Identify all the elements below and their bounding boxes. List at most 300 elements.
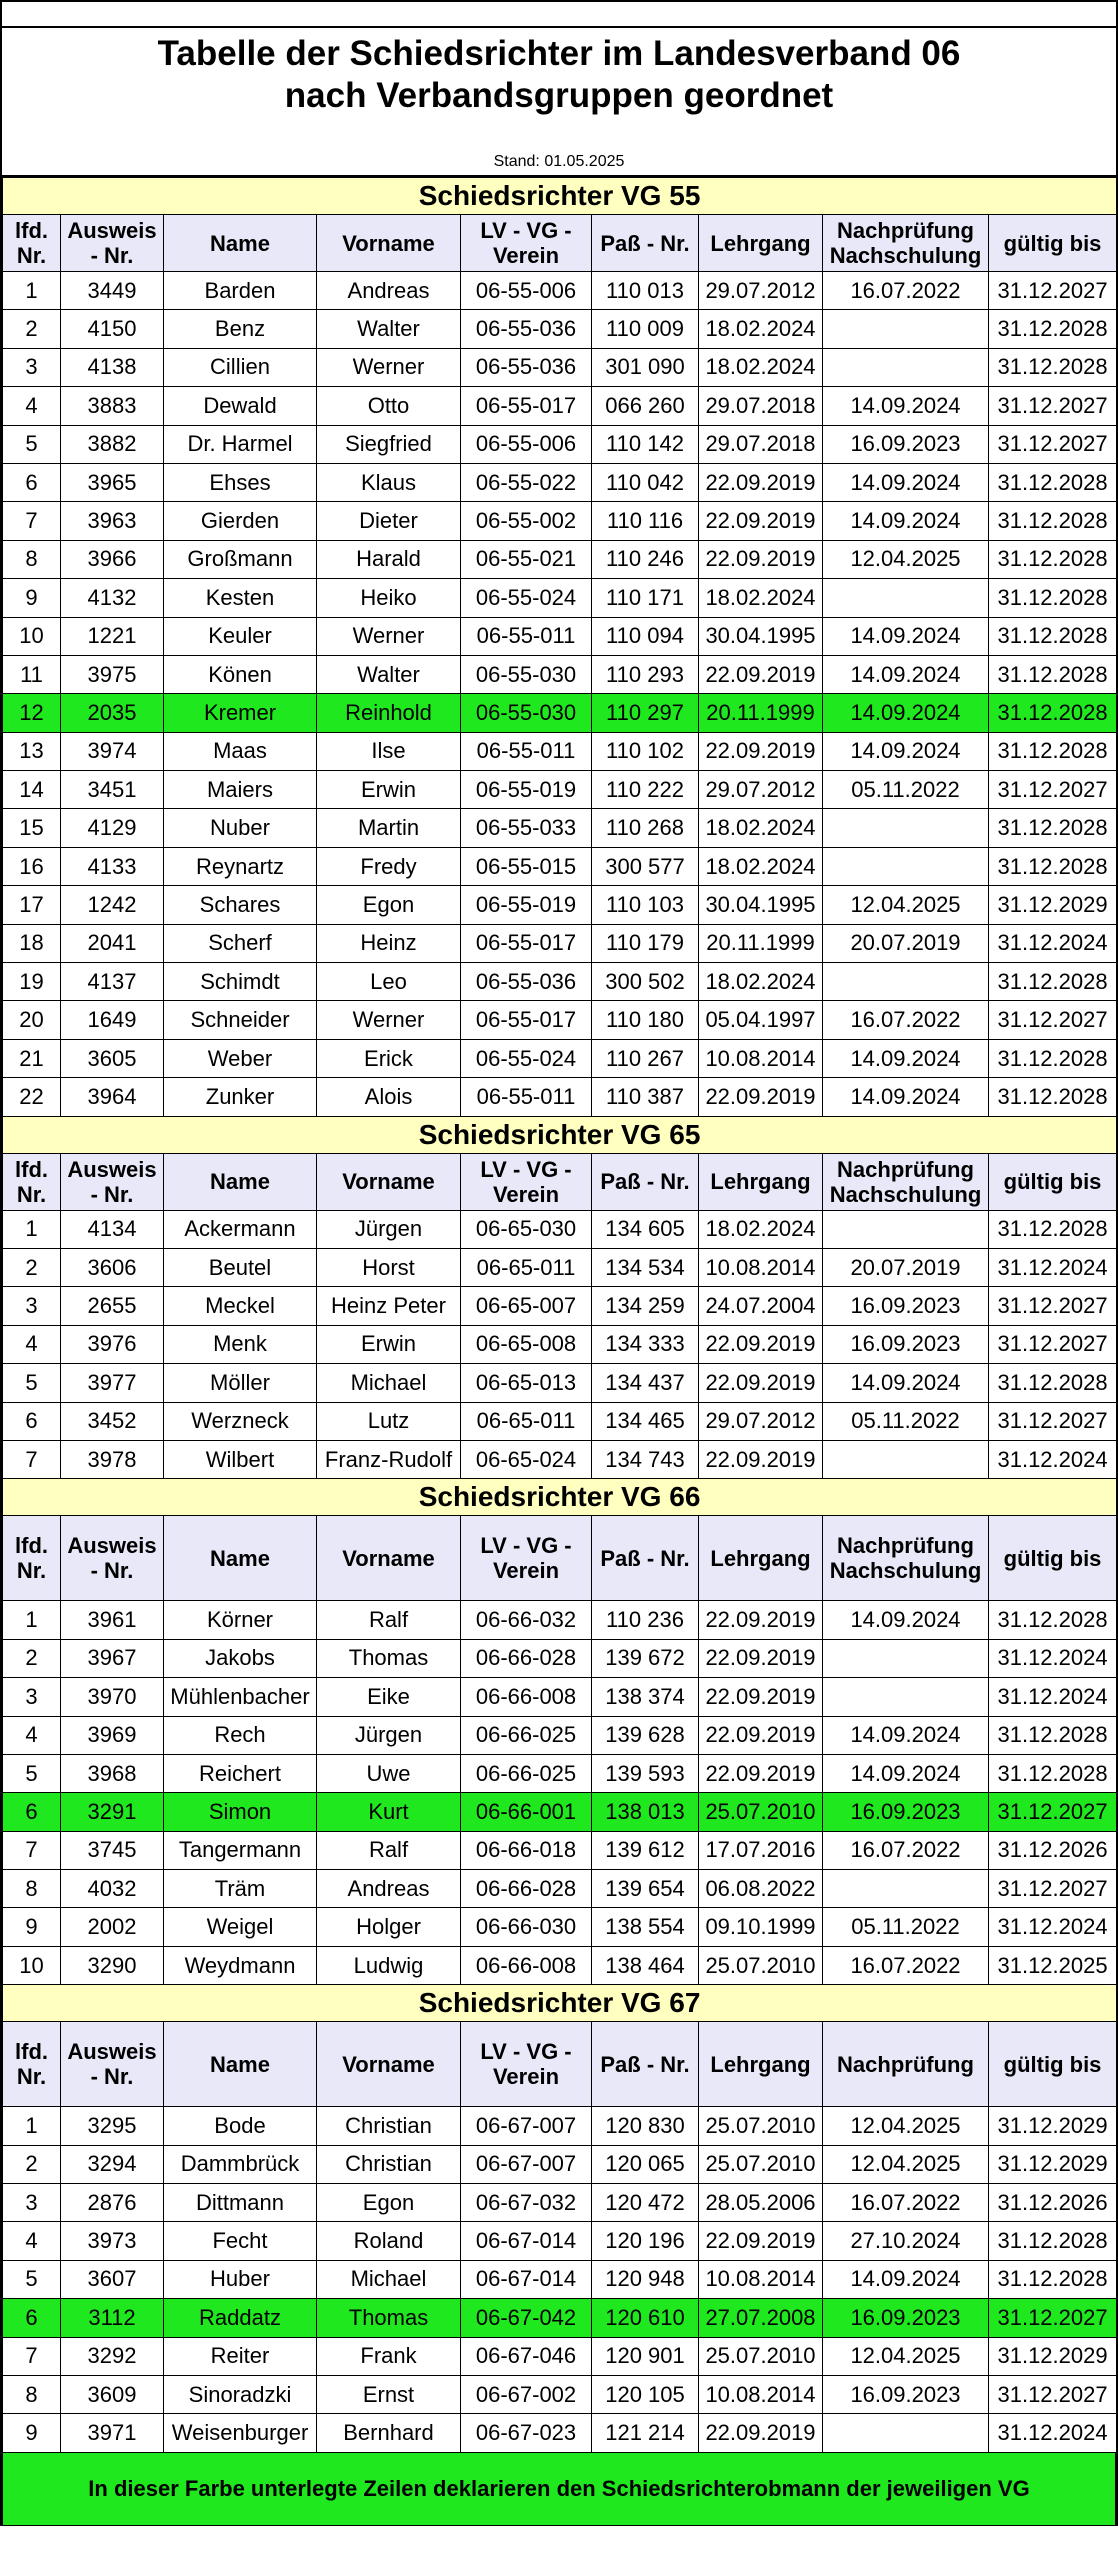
cell-ausweis: 3609 bbox=[61, 2375, 164, 2413]
cell-pass: 110 094 bbox=[592, 617, 699, 655]
cell-gueltig: 31.12.2024 bbox=[989, 1908, 1117, 1946]
table-row bbox=[3, 1287, 1117, 1325]
cell-lehrgang: 22.09.2019 bbox=[699, 1601, 823, 1639]
table-row bbox=[3, 1039, 1117, 1077]
cell-lehrgang: 18.02.2024 bbox=[699, 348, 823, 386]
cell-lv: 06-55-006 bbox=[461, 425, 592, 463]
cell-nach bbox=[823, 1210, 989, 1248]
title-block bbox=[2, 28, 1116, 177]
cell-name: Weber bbox=[164, 1039, 317, 1077]
cell-name: Schimdt bbox=[164, 963, 317, 1001]
cell-name: Weigel bbox=[164, 1908, 317, 1946]
cell-nach bbox=[823, 2414, 989, 2452]
cell-pass: 110 042 bbox=[592, 463, 699, 501]
cell-vorname: Roland bbox=[317, 2222, 461, 2260]
cell-gueltig: 31.12.2027 bbox=[989, 771, 1117, 809]
cell-vorname: Ludwig bbox=[317, 1946, 461, 1984]
cell-lehrgang: 10.08.2014 bbox=[699, 1039, 823, 1077]
cell-ausweis: 3112 bbox=[61, 2299, 164, 2337]
cell-lv: 06-55-002 bbox=[461, 502, 592, 540]
cell-pass: 110 268 bbox=[592, 809, 699, 847]
cell-name: Meckel bbox=[164, 1287, 317, 1325]
column-header-pass: Paß - Nr. bbox=[592, 2022, 699, 2107]
table-row-obmann bbox=[3, 2299, 1117, 2337]
cell-gueltig: 31.12.2027 bbox=[989, 425, 1117, 463]
cell-pass: 138 554 bbox=[592, 1908, 699, 1946]
cell-name: Körner bbox=[164, 1601, 317, 1639]
cell-gueltig: 31.12.2024 bbox=[989, 1639, 1117, 1677]
cell-pass: 301 090 bbox=[592, 348, 699, 386]
cell-vorname: Andreas bbox=[317, 1870, 461, 1908]
cell-name: Beutel bbox=[164, 1248, 317, 1286]
cell-lv: 06-55-011 bbox=[461, 1078, 592, 1116]
cell-nach bbox=[823, 847, 989, 885]
cell-ausweis: 4138 bbox=[61, 348, 164, 386]
cell-nach: 14.09.2024 bbox=[823, 2260, 989, 2298]
cell-lehrgang: 22.09.2019 bbox=[699, 1754, 823, 1792]
cell-lehrgang: 18.02.2024 bbox=[699, 963, 823, 1001]
cell-vorname: Franz-Rudolf bbox=[317, 1440, 461, 1478]
cell-pass: 139 612 bbox=[592, 1831, 699, 1869]
cell-gueltig: 31.12.2029 bbox=[989, 2337, 1117, 2375]
cell-name: Maas bbox=[164, 732, 317, 770]
table-row bbox=[3, 387, 1117, 425]
cell-lehrgang: 22.09.2019 bbox=[699, 1678, 823, 1716]
cell-lehrgang: 22.09.2019 bbox=[699, 1639, 823, 1677]
cell-lehrgang: 22.09.2019 bbox=[699, 732, 823, 770]
cell-pass: 138 374 bbox=[592, 1678, 699, 1716]
cell-lfd: 17 bbox=[3, 886, 61, 924]
cell-pass: 110 116 bbox=[592, 502, 699, 540]
table-row bbox=[3, 1908, 1117, 1946]
cell-ausweis: 2035 bbox=[61, 694, 164, 732]
section-header bbox=[3, 1479, 1117, 1516]
table-row bbox=[3, 1248, 1117, 1286]
cell-lv: 06-66-028 bbox=[461, 1870, 592, 1908]
cell-lehrgang: 17.07.2016 bbox=[699, 1831, 823, 1869]
cell-nach: 14.09.2024 bbox=[823, 1716, 989, 1754]
cell-ausweis: 2041 bbox=[61, 924, 164, 962]
cell-ausweis: 4134 bbox=[61, 1210, 164, 1248]
cell-vorname: Siegfried bbox=[317, 425, 461, 463]
cell-lehrgang: 27.07.2008 bbox=[699, 2299, 823, 2337]
cell-ausweis: 3606 bbox=[61, 1248, 164, 1286]
cell-lehrgang: 22.09.2019 bbox=[699, 1440, 823, 1478]
cell-lfd: 8 bbox=[3, 1870, 61, 1908]
top-spacer bbox=[2, 0, 1116, 28]
cell-nach: 14.09.2024 bbox=[823, 1039, 989, 1077]
cell-pass: 120 830 bbox=[592, 2107, 699, 2145]
section-header bbox=[3, 1985, 1117, 2022]
cell-pass: 110 179 bbox=[592, 924, 699, 962]
cell-gueltig: 31.12.2024 bbox=[989, 924, 1117, 962]
cell-lfd: 7 bbox=[3, 1440, 61, 1478]
cell-vorname: Klaus bbox=[317, 463, 461, 501]
cell-pass: 134 534 bbox=[592, 1248, 699, 1286]
cell-nach: 16.07.2022 bbox=[823, 1831, 989, 1869]
cell-vorname: Egon bbox=[317, 886, 461, 924]
cell-lehrgang: 22.09.2019 bbox=[699, 655, 823, 693]
column-header-pass: Paß - Nr. bbox=[592, 215, 699, 272]
cell-lehrgang: 22.09.2019 bbox=[699, 1716, 823, 1754]
table-row bbox=[3, 1364, 1117, 1402]
cell-lfd: 4 bbox=[3, 2222, 61, 2260]
cell-ausweis: 3967 bbox=[61, 1639, 164, 1677]
table-row bbox=[3, 617, 1117, 655]
table-row bbox=[3, 886, 1117, 924]
cell-gueltig: 31.12.2025 bbox=[989, 1946, 1117, 1984]
cell-name: Mühlenbacher bbox=[164, 1678, 317, 1716]
table-row bbox=[3, 1754, 1117, 1792]
cell-vorname: Werner bbox=[317, 617, 461, 655]
cell-ausweis: 4032 bbox=[61, 1870, 164, 1908]
cell-lfd: 4 bbox=[3, 1716, 61, 1754]
cell-nach: 14.09.2024 bbox=[823, 732, 989, 770]
cell-ausweis: 3975 bbox=[61, 655, 164, 693]
column-header-lehrgang: Lehrgang bbox=[699, 215, 823, 272]
column-header-lv: LV - VG - Verein bbox=[461, 1516, 592, 1601]
cell-ausweis: 2002 bbox=[61, 1908, 164, 1946]
cell-nach: 14.09.2024 bbox=[823, 1078, 989, 1116]
cell-name: Gierden bbox=[164, 502, 317, 540]
table-row bbox=[3, 1325, 1117, 1363]
cell-lehrgang: 25.07.2010 bbox=[699, 2337, 823, 2375]
cell-nach bbox=[823, 310, 989, 348]
cell-nach bbox=[823, 1639, 989, 1677]
cell-name: Kremer bbox=[164, 694, 317, 732]
cell-lfd: 2 bbox=[3, 310, 61, 348]
table-row bbox=[3, 463, 1117, 501]
column-header-lfd: lfd. Nr. bbox=[3, 1153, 61, 1210]
cell-name: Huber bbox=[164, 2260, 317, 2298]
cell-pass: 120 105 bbox=[592, 2375, 699, 2413]
cell-name: Simon bbox=[164, 1793, 317, 1831]
cell-name: Könen bbox=[164, 655, 317, 693]
cell-nach: 16.09.2023 bbox=[823, 1325, 989, 1363]
cell-lv: 06-55-024 bbox=[461, 579, 592, 617]
cell-pass: 139 672 bbox=[592, 1639, 699, 1677]
cell-lv: 06-66-008 bbox=[461, 1946, 592, 1984]
cell-pass: 300 577 bbox=[592, 847, 699, 885]
cell-lfd: 9 bbox=[3, 1908, 61, 1946]
table-row bbox=[3, 1678, 1117, 1716]
cell-gueltig: 31.12.2024 bbox=[989, 1440, 1117, 1478]
column-header-vorname: Vorname bbox=[317, 1516, 461, 1601]
cell-gueltig: 31.12.2028 bbox=[989, 2260, 1117, 2298]
cell-pass: 110 102 bbox=[592, 732, 699, 770]
cell-lehrgang: 22.09.2019 bbox=[699, 540, 823, 578]
cell-lv: 06-67-046 bbox=[461, 2337, 592, 2375]
cell-ausweis: 3607 bbox=[61, 2260, 164, 2298]
column-header-lv: LV - VG - Verein bbox=[461, 1153, 592, 1210]
table-row bbox=[3, 310, 1117, 348]
cell-lehrgang: 29.07.2012 bbox=[699, 771, 823, 809]
cell-ausweis: 1649 bbox=[61, 1001, 164, 1039]
section-title: Schiedsrichter VG 55 bbox=[3, 178, 1117, 215]
section-title: Schiedsrichter VG 65 bbox=[3, 1116, 1117, 1153]
table-row bbox=[3, 1001, 1117, 1039]
cell-name: Reichert bbox=[164, 1754, 317, 1792]
cell-ausweis: 3963 bbox=[61, 502, 164, 540]
column-header-vorname: Vorname bbox=[317, 2022, 461, 2107]
cell-lv: 06-65-030 bbox=[461, 1210, 592, 1248]
cell-name: Wilbert bbox=[164, 1440, 317, 1478]
cell-pass: 120 610 bbox=[592, 2299, 699, 2337]
cell-lehrgang: 10.08.2014 bbox=[699, 1248, 823, 1286]
cell-lfd: 2 bbox=[3, 1248, 61, 1286]
cell-gueltig: 31.12.2028 bbox=[989, 1078, 1117, 1116]
column-header-nach: Nachprüfung Nachschulung bbox=[823, 1153, 989, 1210]
cell-lv: 06-55-036 bbox=[461, 310, 592, 348]
cell-ausweis: 3964 bbox=[61, 1078, 164, 1116]
cell-name: Reiter bbox=[164, 2337, 317, 2375]
cell-gueltig: 31.12.2027 bbox=[989, 1001, 1117, 1039]
cell-lfd: 8 bbox=[3, 2375, 61, 2413]
cell-gueltig: 31.12.2028 bbox=[989, 963, 1117, 1001]
cell-vorname: Heiko bbox=[317, 579, 461, 617]
table-row bbox=[3, 1402, 1117, 1440]
column-header-lfd: lfd. Nr. bbox=[3, 215, 61, 272]
cell-lehrgang: 30.04.1995 bbox=[699, 617, 823, 655]
cell-lehrgang: 29.07.2012 bbox=[699, 272, 823, 310]
column-header-row bbox=[3, 215, 1117, 272]
cell-vorname: Dieter bbox=[317, 502, 461, 540]
cell-vorname: Holger bbox=[317, 1908, 461, 1946]
cell-lehrgang: 25.07.2010 bbox=[699, 2107, 823, 2145]
cell-vorname: Frank bbox=[317, 2337, 461, 2375]
cell-gueltig: 31.12.2024 bbox=[989, 1678, 1117, 1716]
cell-gueltig: 31.12.2028 bbox=[989, 502, 1117, 540]
table-row bbox=[3, 579, 1117, 617]
cell-vorname: Thomas bbox=[317, 2299, 461, 2337]
cell-nach bbox=[823, 963, 989, 1001]
cell-gueltig: 31.12.2027 bbox=[989, 1325, 1117, 1363]
section-title: Schiedsrichter VG 67 bbox=[3, 1985, 1117, 2022]
cell-gueltig: 31.12.2028 bbox=[989, 463, 1117, 501]
column-header-row bbox=[3, 1153, 1117, 1210]
cell-lehrgang: 09.10.1999 bbox=[699, 1908, 823, 1946]
cell-pass: 134 465 bbox=[592, 1402, 699, 1440]
cell-nach: 05.11.2022 bbox=[823, 771, 989, 809]
cell-ausweis: 3966 bbox=[61, 540, 164, 578]
cell-vorname: Werner bbox=[317, 348, 461, 386]
cell-name: Cillien bbox=[164, 348, 317, 386]
cell-lehrgang: 05.04.1997 bbox=[699, 1001, 823, 1039]
cell-lv: 06-67-007 bbox=[461, 2145, 592, 2183]
cell-pass: 120 948 bbox=[592, 2260, 699, 2298]
cell-ausweis: 3292 bbox=[61, 2337, 164, 2375]
cell-pass: 134 259 bbox=[592, 1287, 699, 1325]
cell-lfd: 5 bbox=[3, 1364, 61, 1402]
table-row bbox=[3, 502, 1117, 540]
cell-lv: 06-67-002 bbox=[461, 2375, 592, 2413]
cell-nach: 14.09.2024 bbox=[823, 617, 989, 655]
cell-name: Großmann bbox=[164, 540, 317, 578]
cell-lehrgang: 18.02.2024 bbox=[699, 1210, 823, 1248]
cell-ausweis: 3295 bbox=[61, 2107, 164, 2145]
table-row bbox=[3, 425, 1117, 463]
cell-ausweis: 3978 bbox=[61, 1440, 164, 1478]
cell-nach: 20.07.2019 bbox=[823, 1248, 989, 1286]
cell-pass: 110 297 bbox=[592, 694, 699, 732]
cell-vorname: Ralf bbox=[317, 1601, 461, 1639]
cell-vorname: Reinhold bbox=[317, 694, 461, 732]
cell-lv: 06-55-022 bbox=[461, 463, 592, 501]
cell-lehrgang: 25.07.2010 bbox=[699, 2145, 823, 2183]
cell-gueltig: 31.12.2028 bbox=[989, 1754, 1117, 1792]
cell-ausweis: 3974 bbox=[61, 732, 164, 770]
column-header-lv: LV - VG - Verein bbox=[461, 2022, 592, 2107]
cell-nach: 14.09.2024 bbox=[823, 694, 989, 732]
cell-vorname: Jürgen bbox=[317, 1716, 461, 1754]
cell-nach: 16.09.2023 bbox=[823, 2375, 989, 2413]
cell-lfd: 1 bbox=[3, 272, 61, 310]
cell-ausweis: 4150 bbox=[61, 310, 164, 348]
cell-gueltig: 31.12.2024 bbox=[989, 1248, 1117, 1286]
cell-lehrgang: 22.09.2019 bbox=[699, 1325, 823, 1363]
cell-vorname: Michael bbox=[317, 1364, 461, 1402]
cell-nach: 20.07.2019 bbox=[823, 924, 989, 962]
column-header-pass: Paß - Nr. bbox=[592, 1153, 699, 1210]
cell-lehrgang: 22.09.2019 bbox=[699, 2222, 823, 2260]
cell-nach: 14.09.2024 bbox=[823, 1364, 989, 1402]
table-row-obmann bbox=[3, 1793, 1117, 1831]
cell-lv: 06-66-025 bbox=[461, 1716, 592, 1754]
cell-nach: 14.09.2024 bbox=[823, 502, 989, 540]
cell-nach: 16.09.2023 bbox=[823, 2299, 989, 2337]
cell-lv: 06-55-017 bbox=[461, 387, 592, 425]
cell-lfd: 2 bbox=[3, 2145, 61, 2183]
cell-nach: 12.04.2025 bbox=[823, 2145, 989, 2183]
cell-lv: 06-65-011 bbox=[461, 1248, 592, 1286]
cell-lehrgang: 29.07.2012 bbox=[699, 1402, 823, 1440]
cell-lehrgang: 22.09.2019 bbox=[699, 502, 823, 540]
cell-ausweis: 3745 bbox=[61, 1831, 164, 1869]
cell-name: Benz bbox=[164, 310, 317, 348]
cell-lv: 06-55-030 bbox=[461, 694, 592, 732]
cell-ausweis: 3971 bbox=[61, 2414, 164, 2452]
cell-gueltig: 31.12.2028 bbox=[989, 617, 1117, 655]
cell-lehrgang: 29.07.2018 bbox=[699, 387, 823, 425]
cell-ausweis: 2655 bbox=[61, 1287, 164, 1325]
cell-lv: 06-55-030 bbox=[461, 655, 592, 693]
column-header-vorname: Vorname bbox=[317, 215, 461, 272]
cell-lv: 06-66-032 bbox=[461, 1601, 592, 1639]
cell-gueltig: 31.12.2028 bbox=[989, 1039, 1117, 1077]
cell-lv: 06-66-001 bbox=[461, 1793, 592, 1831]
cell-pass: 120 472 bbox=[592, 2184, 699, 2222]
cell-gueltig: 31.12.2027 bbox=[989, 1793, 1117, 1831]
cell-gueltig: 31.12.2029 bbox=[989, 2107, 1117, 2145]
cell-lv: 06-55-024 bbox=[461, 1039, 592, 1077]
cell-pass: 134 333 bbox=[592, 1325, 699, 1363]
cell-gueltig: 31.12.2028 bbox=[989, 809, 1117, 847]
cell-lfd: 20 bbox=[3, 1001, 61, 1039]
cell-pass: 121 214 bbox=[592, 2414, 699, 2452]
cell-lv: 06-55-011 bbox=[461, 732, 592, 770]
cell-name: Weisenburger bbox=[164, 2414, 317, 2452]
cell-vorname: Egon bbox=[317, 2184, 461, 2222]
cell-gueltig: 31.12.2028 bbox=[989, 348, 1117, 386]
section-header bbox=[3, 1116, 1117, 1153]
column-header-name: Name bbox=[164, 2022, 317, 2107]
cell-vorname: Ernst bbox=[317, 2375, 461, 2413]
column-header-lehrgang: Lehrgang bbox=[699, 2022, 823, 2107]
referee-table bbox=[2, 177, 1117, 2453]
table-row bbox=[3, 2414, 1117, 2452]
cell-lv: 06-67-007 bbox=[461, 2107, 592, 2145]
cell-lehrgang: 25.07.2010 bbox=[699, 1946, 823, 1984]
cell-lv: 06-55-006 bbox=[461, 272, 592, 310]
cell-name: Scherf bbox=[164, 924, 317, 962]
cell-pass: 139 593 bbox=[592, 1754, 699, 1792]
column-header-lfd: lfd. Nr. bbox=[3, 1516, 61, 1601]
table-row bbox=[3, 1601, 1117, 1639]
cell-gueltig: 31.12.2028 bbox=[989, 1716, 1117, 1754]
cell-gueltig: 31.12.2027 bbox=[989, 2299, 1117, 2337]
cell-gueltig: 31.12.2028 bbox=[989, 579, 1117, 617]
table-row bbox=[3, 1870, 1117, 1908]
cell-ausweis: 4129 bbox=[61, 809, 164, 847]
table-row bbox=[3, 2107, 1117, 2145]
cell-lfd: 8 bbox=[3, 540, 61, 578]
cell-name: Dr. Harmel bbox=[164, 425, 317, 463]
cell-pass: 120 196 bbox=[592, 2222, 699, 2260]
cell-nach: 12.04.2025 bbox=[823, 540, 989, 578]
cell-nach: 16.09.2023 bbox=[823, 1793, 989, 1831]
cell-gueltig: 31.12.2027 bbox=[989, 1287, 1117, 1325]
column-header-gueltig: gültig bis bbox=[989, 215, 1117, 272]
cell-pass: 138 464 bbox=[592, 1946, 699, 1984]
cell-lfd: 2 bbox=[3, 1639, 61, 1677]
cell-lfd: 14 bbox=[3, 771, 61, 809]
column-header-lv: LV - VG - Verein bbox=[461, 215, 592, 272]
table-row bbox=[3, 963, 1117, 1001]
title-line-2: nach Verbandsgruppen geordnet bbox=[284, 76, 834, 115]
cell-vorname: Alois bbox=[317, 1078, 461, 1116]
column-header-ausweis: Ausweis - Nr. bbox=[61, 215, 164, 272]
cell-name: Dewald bbox=[164, 387, 317, 425]
cell-vorname: Lutz bbox=[317, 1402, 461, 1440]
cell-ausweis: 3449 bbox=[61, 272, 164, 310]
cell-ausweis: 3969 bbox=[61, 1716, 164, 1754]
cell-name: Träm bbox=[164, 1870, 317, 1908]
cell-ausweis: 3294 bbox=[61, 2145, 164, 2183]
table-row bbox=[3, 1440, 1117, 1478]
cell-gueltig: 31.12.2027 bbox=[989, 272, 1117, 310]
cell-lfd: 5 bbox=[3, 1754, 61, 1792]
cell-lv: 06-65-011 bbox=[461, 1402, 592, 1440]
cell-ausweis: 3976 bbox=[61, 1325, 164, 1363]
cell-lfd: 4 bbox=[3, 387, 61, 425]
cell-vorname: Thomas bbox=[317, 1639, 461, 1677]
cell-vorname: Michael bbox=[317, 2260, 461, 2298]
cell-lehrgang: 06.08.2022 bbox=[699, 1870, 823, 1908]
column-header-name: Name bbox=[164, 1153, 317, 1210]
table-row bbox=[3, 348, 1117, 386]
cell-lfd: 7 bbox=[3, 1831, 61, 1869]
cell-lv: 06-55-033 bbox=[461, 809, 592, 847]
table-row bbox=[3, 1078, 1117, 1116]
cell-lfd: 11 bbox=[3, 655, 61, 693]
cell-lfd: 12 bbox=[3, 694, 61, 732]
cell-lv: 06-55-017 bbox=[461, 1001, 592, 1039]
cell-lv: 06-55-021 bbox=[461, 540, 592, 578]
table-row bbox=[3, 2184, 1117, 2222]
cell-lehrgang: 18.02.2024 bbox=[699, 310, 823, 348]
column-header-name: Name bbox=[164, 215, 317, 272]
cell-pass: 139 628 bbox=[592, 1716, 699, 1754]
